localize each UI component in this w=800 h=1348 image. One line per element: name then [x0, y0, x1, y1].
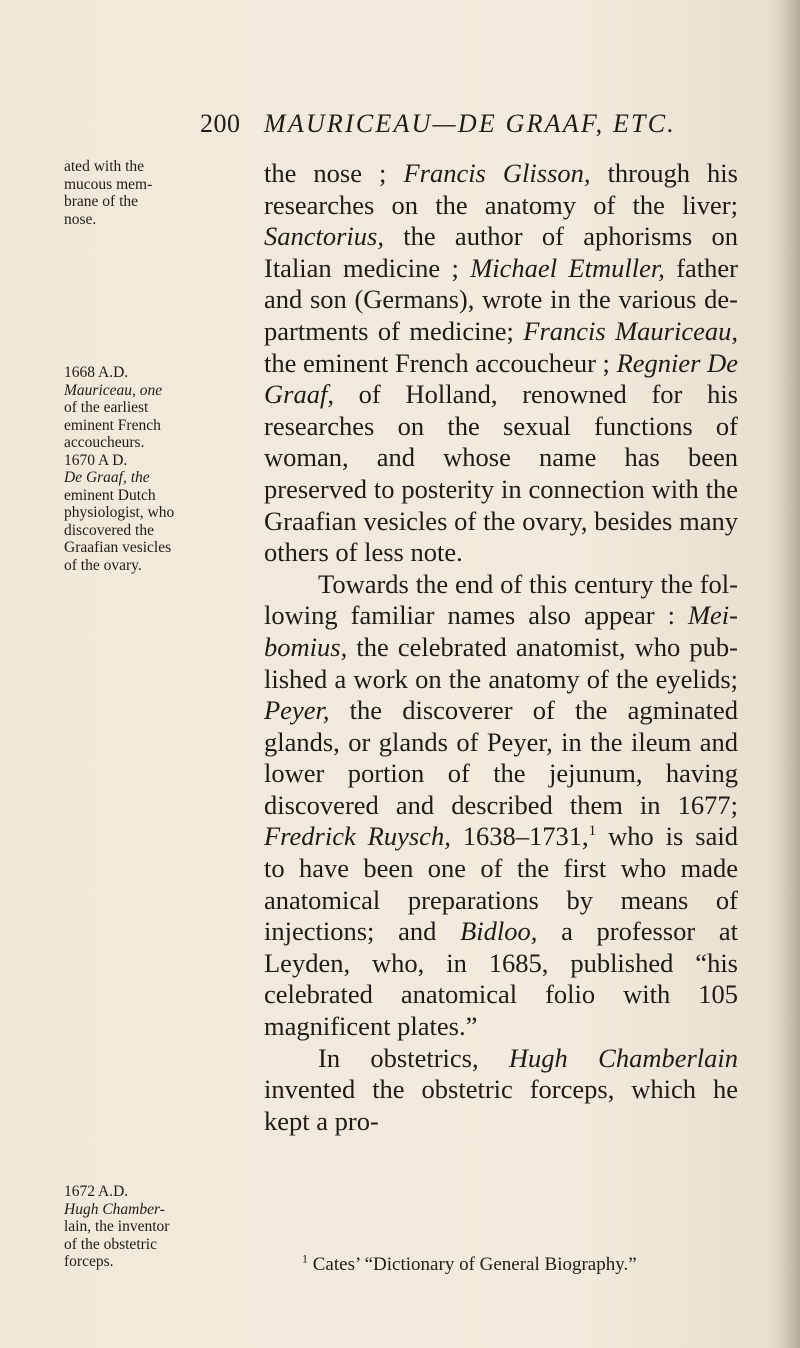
person-name: Hugh Chamberlain [508, 1042, 738, 1073]
text-run: a professor at Leyden, who, in 1685, published “his celebrated anatomical folio with 105 magnificent plates.” [264, 916, 738, 1042]
text-run: the discoverer of the agminated glands, or glands of Peyer, in the ileum and lower portion of the jejunum, having discovered and described them in 1677; [264, 695, 738, 820]
person-name: Meibomius, [264, 600, 738, 662]
person-name: Sanctorius, [264, 221, 384, 252]
paragraph-1 [264, 158, 738, 569]
text-run: the author of aphorisms on Italian medicine ; [264, 221, 738, 283]
side-note-line: De Graaf, the [64, 469, 150, 486]
text-run: of Holland, renowned for his researches on the sexual functions of woman, and whose name has been preserved to posterity in connection with the Graafian vesicles of the ovary, besides many others of less note. [264, 379, 738, 568]
text-run: invented the obstetric forceps, which he kept a pro- [264, 1074, 738, 1136]
text-run: the nose ; [264, 158, 404, 188]
page-number: 200 [200, 109, 241, 138]
side-note-nose [64, 158, 268, 228]
person-name: Fredrick Ruysch, [264, 821, 451, 852]
paragraph-2 [264, 569, 738, 1043]
side-note-line: of the obstetric [64, 1235, 157, 1253]
side-note-line: of the ovary. [64, 556, 142, 574]
side-note-line: lain, the inventor [64, 1218, 170, 1235]
text-run: who is said to have been one of the first who made anatomical preparations by means of injections; and [264, 821, 738, 947]
paragraph-3 [264, 1043, 738, 1138]
person-name: Francis Mauriceau, [523, 315, 739, 346]
side-note-line: Mauriceau, one [64, 381, 163, 399]
text-run: In obstetrics, [318, 1042, 509, 1073]
person-name: Peyer, [264, 695, 330, 726]
side-note-chamberlain [64, 1183, 268, 1271]
side-note-date: 1668 A.D. [64, 364, 129, 381]
running-head: MAURICEAU—DE GRAAF, ETC. [264, 109, 676, 138]
text-run: 1638–1731, [450, 821, 589, 852]
text-run: the eminent French accoucheur ; [264, 347, 617, 378]
side-note-date: 1672 A.D. [64, 1183, 129, 1200]
side-note-mauriceau-de-graaf [64, 364, 268, 574]
side-note-line: brane of the [64, 193, 139, 210]
main-text [264, 158, 738, 1137]
person-name: Bidloo, [460, 916, 538, 947]
side-note-line: discovered the [64, 521, 154, 539]
text-run: father and son (Germans), wrote in the various departments of medicine; [264, 252, 738, 346]
page-header [200, 104, 760, 144]
side-note-line: forceps. [64, 1253, 114, 1270]
side-note-line: accoucheurs. [64, 434, 145, 451]
person-name: Francis Glisson, [403, 158, 591, 188]
footnote-marker: 1 [302, 1251, 308, 1266]
side-note-line: mucous mem- [64, 175, 153, 193]
person-name: Michael Etmuller, [470, 252, 665, 283]
text-run: Towards the end of this century the following familiar names also appear : [264, 568, 738, 631]
person-name: Regnier De Graaf, [264, 347, 738, 410]
page-edge-shadow [778, 0, 800, 1348]
side-note-line: Hugh Chamber- [64, 1200, 165, 1218]
footnote [302, 1253, 732, 1277]
side-note-date: 1670 A D. [64, 451, 128, 469]
side-note-line: ated with the [64, 158, 145, 175]
footnote-text: Cates’ “Dictionary of General Biography.” [308, 1254, 637, 1275]
side-note-line: eminent Dutch [64, 486, 156, 504]
side-note-line: physiologist, who [64, 504, 175, 521]
text-run: through his researches on the anatomy of the liver; [264, 158, 738, 220]
text-run: the celebrated anatomist, who published a work on the anatomy of the eyelids; [264, 631, 738, 694]
side-note-line: of the earliest [64, 399, 149, 416]
side-note-line: nose. [64, 210, 97, 228]
footnote-reference: 1 [588, 823, 597, 840]
side-note-line: Graafian vesicles [64, 539, 172, 556]
side-note-line: eminent French [64, 416, 161, 434]
